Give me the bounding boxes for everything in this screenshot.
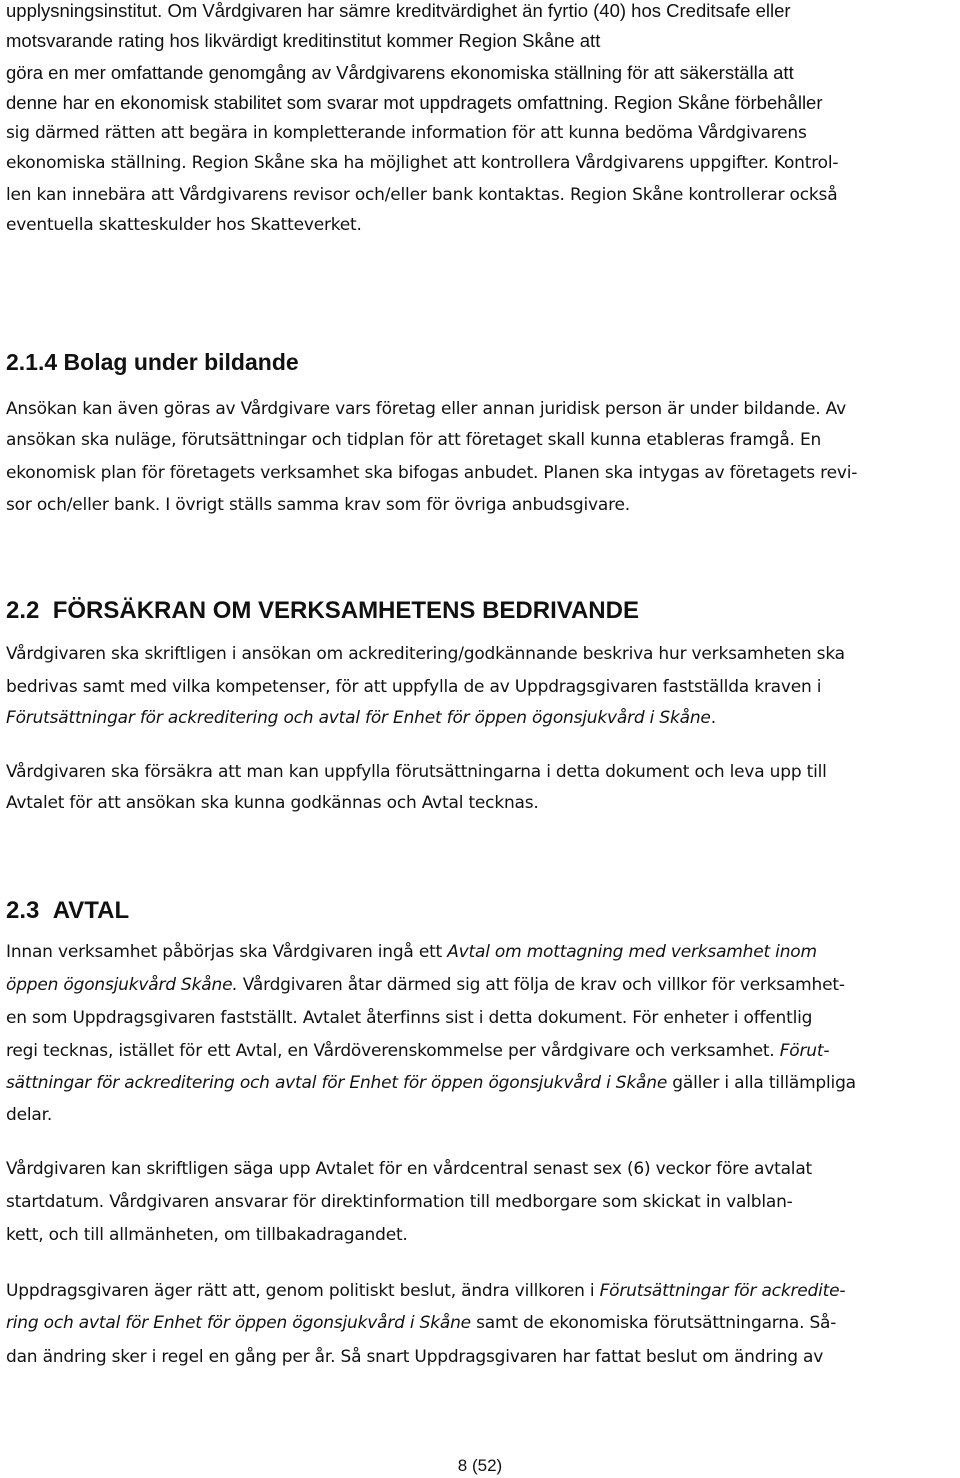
text-line: bedrivas samt med vilka kompetenser, för att uppfylla de av Uppdragsgivaren fastställda kraven i [6,677,822,697]
text-line: sor och/eller bank. I övrigt ställs samma krav som för övriga anbudsgivare. [6,495,630,515]
text-line: dan ändring sker i regel en gång per år. Så snart Uppdragsgivaren har fattat beslut om ändring av [6,1347,824,1367]
text-line: göra en mer omfattande genomgång av Vårdgivarens ekonomiska ställning för att säkerställa att [6,62,794,83]
text-line: ansökan ska nuläge, förutsättningar och tidplan för att företaget skall kunna etableras framgå. En [6,430,822,450]
text-line: Vårdgivaren ska försäkra att man kan uppfylla förutsättningarna i detta dokument och leva upp till [6,762,827,782]
text-line: startdatum. Vårdgivaren ansvarar för direktinformation till medborgare som skickat in valblan- [6,1192,793,1212]
text-line: delar. [6,1105,53,1125]
text-line: motsvarande rating hos likvärdigt kreditinstitut kommer Region Skåne att [6,30,601,51]
italic-reference: Avtal om mottagning med verksamhet inom [447,942,817,962]
italic-reference: Förut- [779,1041,830,1061]
section-title: Bolag under bildande [63,349,299,375]
text-fragment: Vårdgivaren åtar därmed sig att följa de krav och villkor för verksamhet- [237,975,845,995]
text-line: eventuella skatteskulder hos Skatteverket. [6,215,362,235]
text-line: en som Uppdragsgivaren fastställt. Avtalet återfinns sist i detta dokument. För enheter i offentlig [6,1008,813,1028]
text-line: kett, och till allmänheten, om tillbakadragandet. [6,1225,408,1245]
section-heading-2-3 [6,897,129,925]
text-fragment: Uppdragsgivaren äger rätt att, genom politiskt beslut, ändra villkoren i [6,1281,600,1301]
italic-reference: öppen ögonsjukvård Skåne. [6,975,238,995]
text-fragment: gäller i alla tillämpliga [667,1073,856,1093]
text-line [6,937,954,967]
italic-reference: ring och avtal för Enhet för öppen ögonsjukvård i Skåne [6,1313,471,1333]
text-line: Vårdgivaren kan skriftligen säga upp Avtalet för en vårdcentral senast sex (6) veckor före avtalat [6,1159,812,1179]
section-number: 2.2 [6,597,40,624]
text-line: sig därmed rätten att begära in kompletterande information för att kunna bedöma Vårdgivarens [6,123,807,143]
italic-reference: Förutsättningar för ackreditering och avtal för Enhet för öppen ögonsjukvård i Skåne [6,708,711,728]
text-fragment: . [710,708,716,728]
italic-reference: sättningar för ackreditering och avtal för Enhet för öppen ögonsjukvård i Skåne [6,1073,668,1093]
text-line [6,703,954,733]
text-line: denne har en ekonomisk stabilitet som svarar mot uppdragets omfattning. Region Skåne förbehåller [6,92,823,113]
section-number: 2.1.4 [6,349,58,375]
italic-reference: Förutsättningar för ackredite- [599,1281,846,1301]
text-line [6,1068,954,1098]
text-fragment: samt de ekonomiska förutsättningarna. Så- [470,1313,837,1333]
section-number: 2.3 [6,897,40,924]
section-heading-2-1-4 [6,349,299,376]
text-line: Avtalet för att ansökan ska kunna godkännas och Avtal tecknas. [6,793,539,813]
text-line: len kan innebära att Vårdgivarens revisor och/eller bank kontaktas. Region Skåne kontrollerar också [6,185,838,205]
text-line [6,1036,954,1066]
text-line [6,970,954,1000]
text-line: ekonomiska ställning. Region Skåne ska ha möjlighet att kontrollera Vårdgivarens uppgifter. Kontrol- [6,153,839,173]
section-title: FÖRSÄKRAN OM VERKSAMHETENS BEDRIVANDE [52,597,639,624]
text-line: ekonomisk plan för företagets verksamhet ska bifogas anbudet. Planen ska intygas av företagets revi- [6,463,858,483]
text-fragment: regi tecknas, istället för ett Avtal, en Vårdöverenskommelse per vårdgivare och verksamhet. [6,1041,780,1061]
section-title: AVTAL [52,897,130,924]
text-line [6,1308,954,1338]
text-line: Ansökan kan även göras av Vårdgivare vars företag eller annan juridisk person är under bildande. Av [6,399,846,419]
text-line: Vårdgivaren ska skriftligen i ansökan om ackreditering/godkännande beskriva hur verksamheten ska [6,644,845,664]
page-number: 8 (52) [457,1456,503,1475]
text-line [6,1276,954,1306]
text-fragment: Innan verksamhet påbörjas ska Vårdgivaren ingå ett [6,942,448,962]
section-heading-2-2 [6,597,639,625]
text-line: upplysningsinstitut. Om Vårdgivaren har sämre kreditvärdighet än fyrtio (40) hos Creditsafe eller [6,0,791,21]
